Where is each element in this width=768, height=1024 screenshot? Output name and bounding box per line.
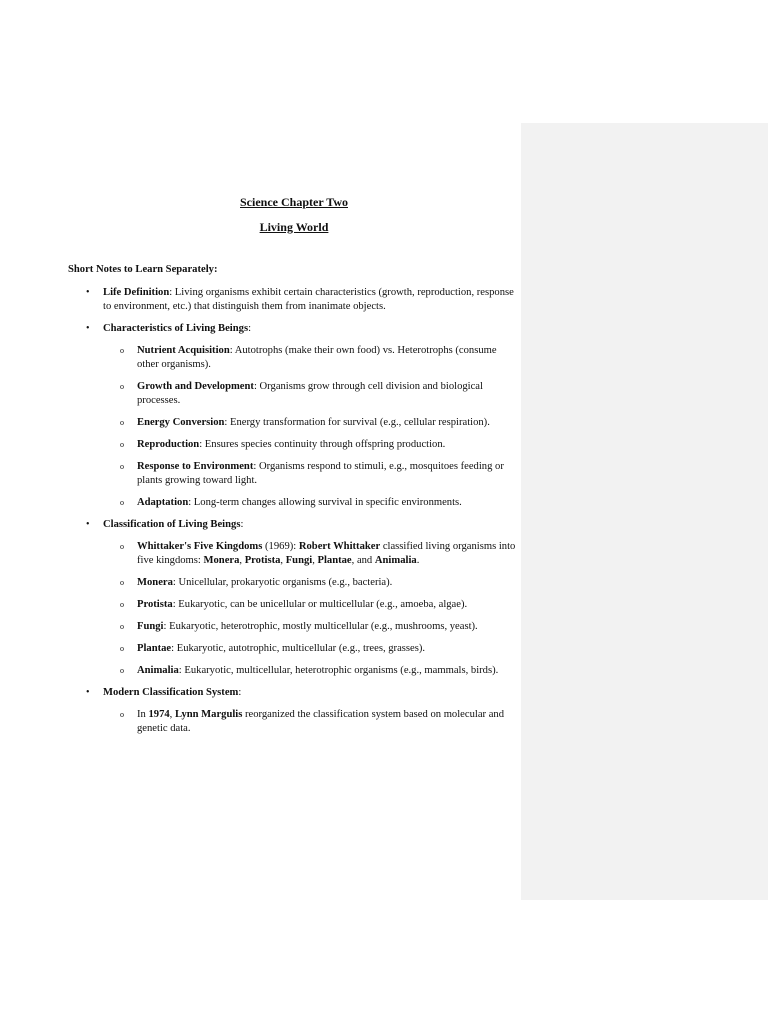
term: Characteristics of Living Beings (103, 323, 249, 334)
sublist-item-margulis: o In 1974, Lynn Margulis reorganized the classification system based on molecular and genetic data. (103, 708, 520, 736)
lead-heading: Short Notes to Learn Separately: (68, 264, 218, 275)
list-item-modern-classification: • Modern Classification System: o In 1974, Lynn Margulis reorganized the classification system based on molecular and genetic data. (68, 686, 520, 736)
characteristics-sublist (103, 344, 520, 510)
sublist-item: o Response to Environment: Organisms respond to stimuli, e.g., mosquitoes feeding or plants growing toward light. (103, 460, 520, 488)
modern-sublist (103, 708, 520, 736)
list-item-life-definition (68, 286, 520, 314)
description: : Living organisms exhibit certain characteristics (growth, reproduction, response to environment, etc.) that distinguish them from inanimate objects. (103, 287, 514, 312)
classification-sublist (103, 540, 520, 678)
list-item-characteristics: • Characteristics of Living Beings: o Nutrient Acquisition: Autotrophs (make their own food) vs. Heterotrophs (consume other organisms). o Growth and Development: Organisms grow through cell division and biological processes. o Energy Conversion: Energy transformation for survival (e.g., cellular respiration). o Reproduction: Ensures species continuity through offspring production. o Response to Environment: Organisms respond to stimuli, e.g., mosquitoes feeding or plants growing toward light. o Adaptation: Long-term changes allowing survival in specific environments. (68, 322, 520, 510)
term: Life Definition (103, 287, 170, 298)
sublist-item: o Energy Conversion: Energy transformation for survival (e.g., cellular respiration). (103, 416, 520, 430)
sublist-item: o Growth and Development: Organisms grow through cell division and biological processes. (103, 380, 520, 408)
list-item-classification: • Classification of Living Beings: o Whittaker's Five Kingdoms (1969): Robert Whittaker classified living organisms into five kingdoms: Monera, Protista, Fungi, Plantae, and Animalia. o Monera: Unicellular, prokaryotic organisms (e.g., bacteria). o Protista: Eukaryotic, can be unicellular or multicellular (e.g., amoeba, algae). o Fungi: Eukaryotic, heterotrophic, mostly multicellular (e.g., mushrooms, yeast). o Plantae: Eukaryotic, autotrophic, multicellular (e.g., trees, grasses). o Animalia: Eukaryotic, multicellular, heterotrophic organisms (e.g., mammals, birds). (68, 518, 520, 678)
sublist-item: o Animalia: Eukaryotic, multicellular, heterotrophic organisms (e.g., mammals, birds). (103, 664, 520, 678)
sublist-item: o Nutrient Acquisition: Autotrophs (make their own food) vs. Heterotrophs (consume other organisms). (103, 344, 520, 372)
sublist-item-whittaker: o Whittaker's Five Kingdoms (1969): Robert Whittaker classified living organisms into five kingdoms: Monera, Protista, Fungi, Plantae, and Animalia. (103, 540, 520, 568)
sublist-item: o Plantae: Eukaryotic, autotrophic, multicellular (e.g., trees, grasses). (103, 642, 520, 656)
sublist-item: o Monera: Unicellular, prokaryotic organisms (e.g., bacteria). (103, 576, 520, 590)
sublist-item: o Protista: Eukaryotic, can be unicellular or multicellular (e.g., amoeba, algae). (103, 598, 520, 612)
comment-pane (521, 123, 768, 900)
sublist-item: o Adaptation: Long-term changes allowing survival in specific environments. (103, 496, 520, 510)
document-title: Science Chapter Two (240, 195, 348, 209)
sublist-item: o Fungi: Eukaryotic, heterotrophic, mostly multicellular (e.g., mushrooms, yeast). (103, 620, 520, 634)
notes-list (68, 286, 520, 736)
document-subtitle: Living World (259, 220, 329, 234)
term: Classification of Living Beings (103, 519, 241, 530)
term: Modern Classification System (103, 687, 239, 698)
sublist-item: o Reproduction: Ensures species continuity through offspring production. (103, 438, 520, 452)
document-body (68, 194, 520, 744)
